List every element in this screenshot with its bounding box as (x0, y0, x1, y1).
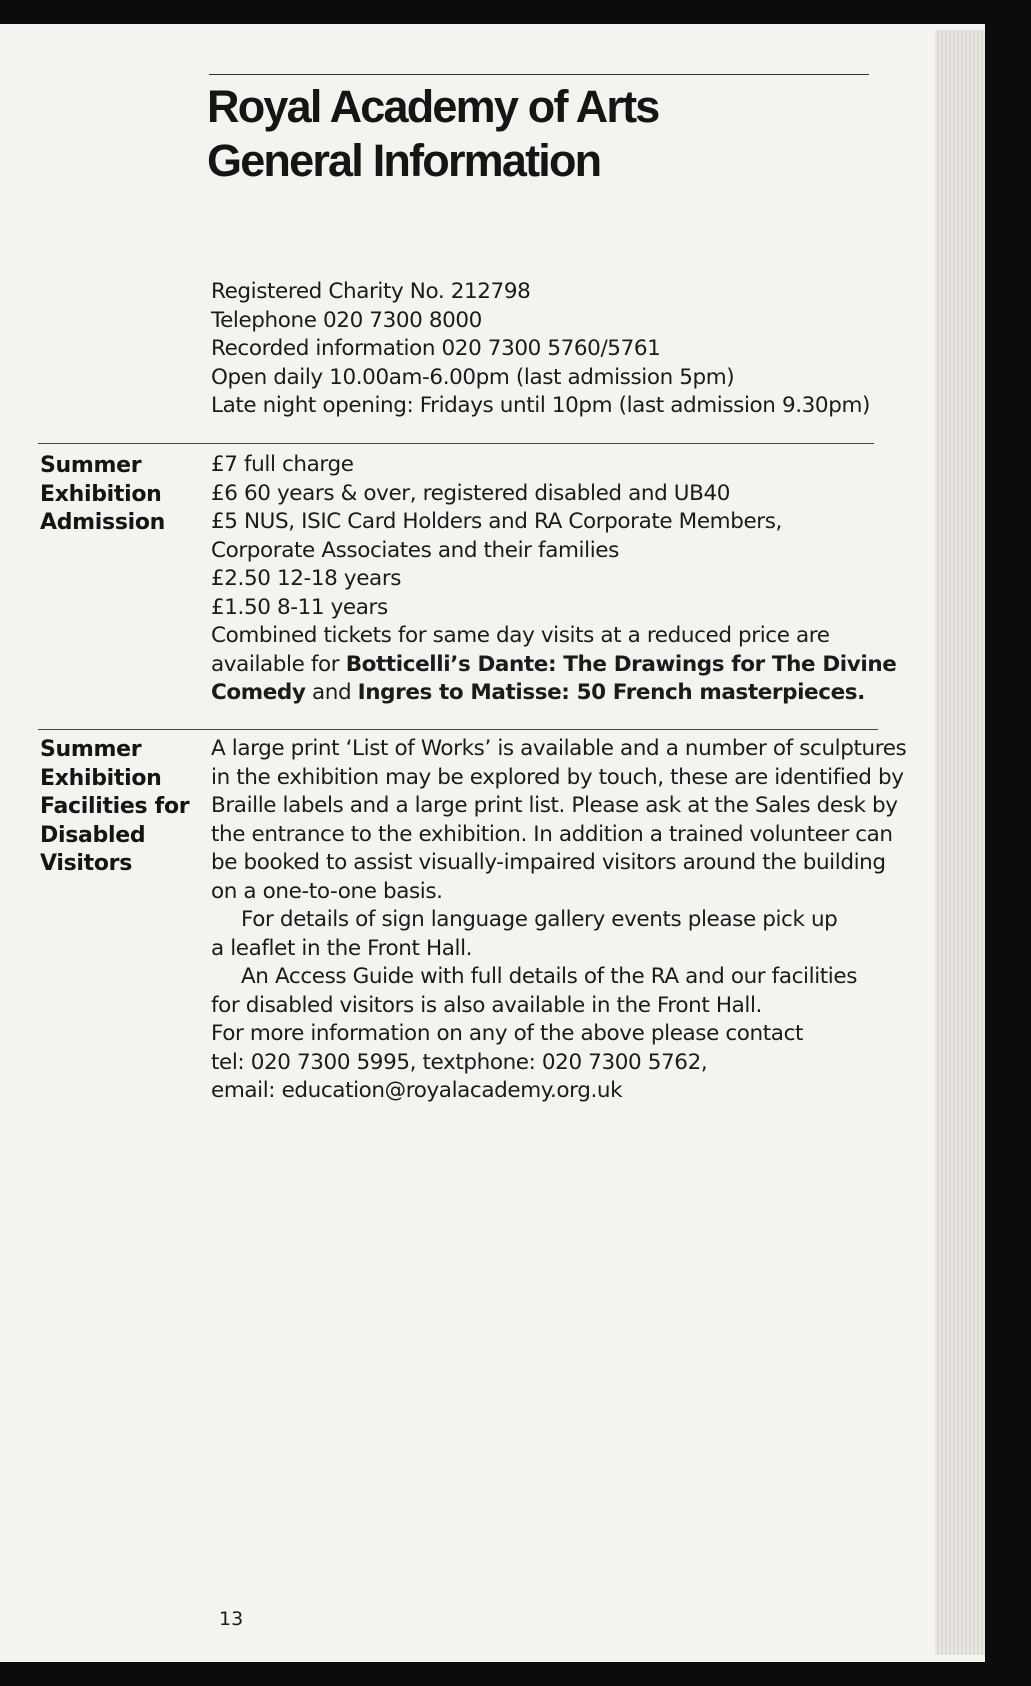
general-info-block (211, 278, 870, 421)
admission-label: Summer Exhibition Admission (40, 453, 166, 535)
price-8-11: £1.50 8-11 years (211, 594, 388, 620)
contact-info: For more information on any of the above please contact (211, 1021, 804, 1046)
title-line-2: General Information (207, 135, 601, 186)
price-senior: £6 60 years & over, registered disabled and UB40 (211, 480, 731, 506)
price-full: £7 full charge (211, 452, 354, 477)
recorded-information: Recorded information 020 7300 5760/5761 (211, 336, 661, 362)
price-concession-cont: Corporate Associates and their families (211, 537, 619, 563)
price-12-18: £2.50 12-18 years (211, 566, 402, 591)
combined-tickets-line-2: available for Botticelli’s Dante: The Drawings for The Divine (211, 651, 897, 677)
admission-prices (211, 451, 896, 708)
admission-rule (38, 443, 874, 444)
contact-email: email: education@royalacademy.org.uk (211, 1078, 623, 1103)
page-title (207, 80, 659, 188)
title-line-1: Royal Academy of Arts (207, 81, 659, 132)
charity-number: Registered Charity No. 212798 (211, 279, 531, 304)
combined-tickets-line-3: Comedy and Ingres to Matisse: 50 French masterpieces. (211, 680, 865, 705)
page-edges (935, 30, 985, 1655)
price-concession: £5 NUS, ISIC Card Holders and RA Corporate Members, (211, 509, 782, 534)
telephone: Telephone 020 7300 8000 (211, 307, 482, 333)
combined-tickets: Combined tickets for same day visits at a reduced price are (211, 623, 830, 648)
facilities-text: A large print ‘List of Works’ is available and a number of sculptures in the exhibition may be explored by touch, these are identified by Braille labels and a large print list. Please ask at the Sales desk by the entrance to the exhibition. In addition a trained volunteer can be booked to assist visually-impaired visitors around the building on a one-to-one basis. For details of sign language gallery events please pick up a leaflet in the Front Hall. An Access Guide with full details of the RA and our facilities for disabled visitors is also available in the Front Hall. For more information on any of the above please contact tel: 020 7300 5995, textphone: 020 7300 5762, email: education@royalacademy.org.uk (211, 735, 906, 1106)
facilities-label: Summer Exhibition Facilities for Disabled Visitors (40, 737, 190, 876)
header-rule (209, 74, 869, 75)
opening-hours: Open daily 10.00am-6.00pm (last admission 5pm) (211, 364, 735, 390)
facilities-rule (38, 729, 878, 730)
late-night-opening: Late night opening: Fridays until 10pm (last admission 9.30pm) (211, 393, 870, 419)
contact-phone: tel: 020 7300 5995, textphone: 020 7300 5762, (211, 1049, 708, 1075)
page-number: 13 (219, 1608, 244, 1630)
